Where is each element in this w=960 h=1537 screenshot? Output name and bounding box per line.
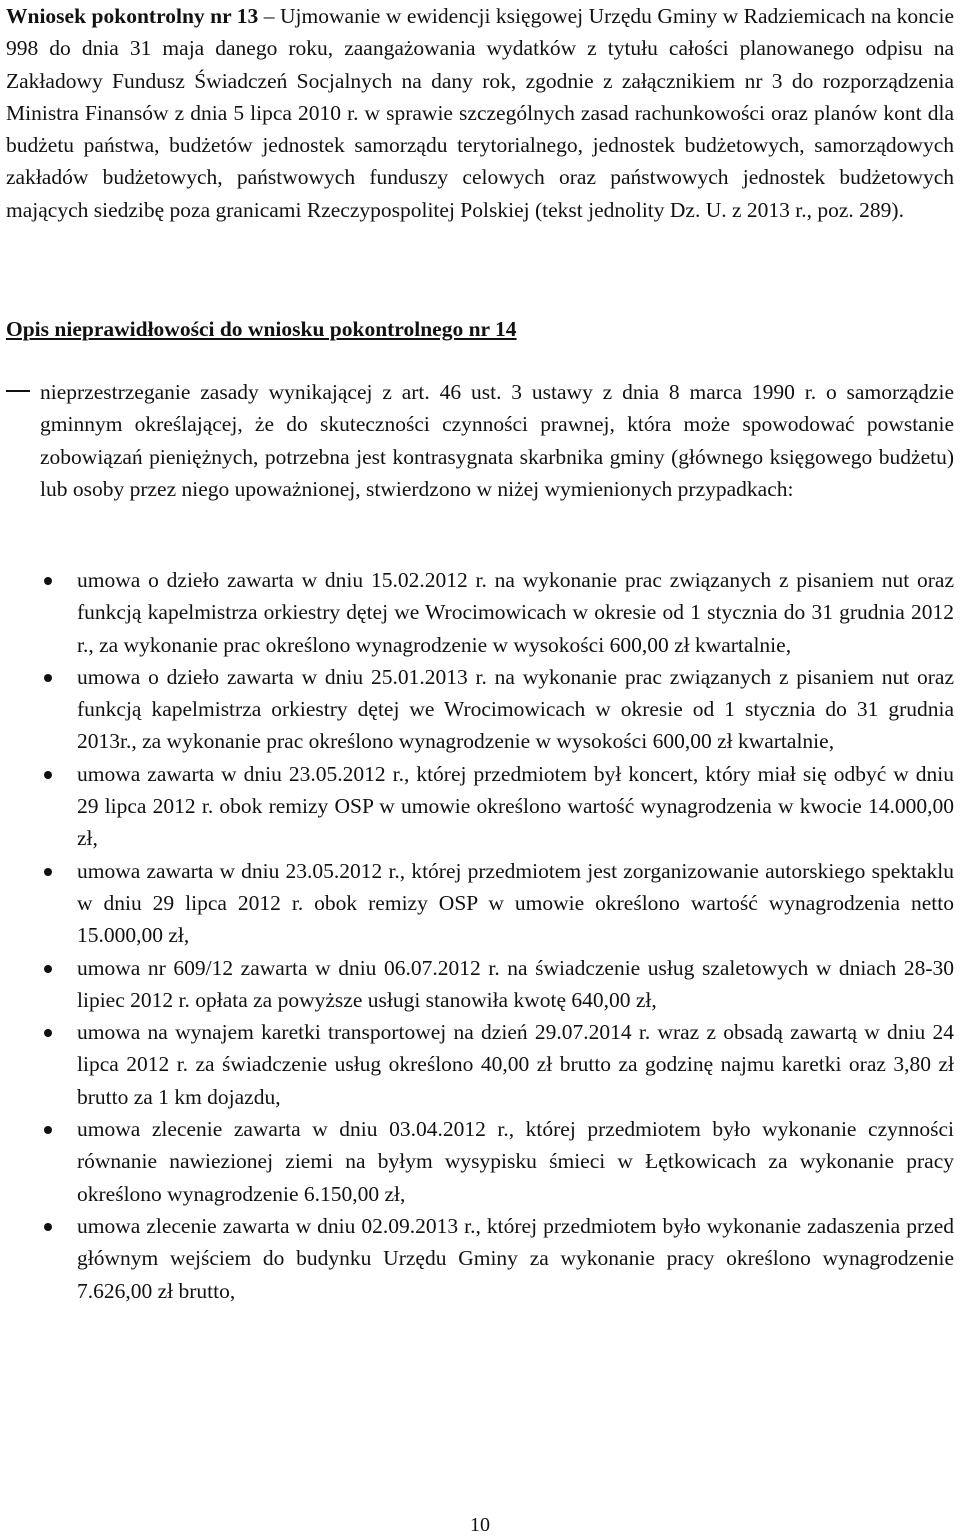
bullet-icon: [44, 1126, 52, 1134]
list-item: [0, 952, 960, 1017]
dash-icon: [6, 390, 30, 392]
bullet-icon: [44, 674, 52, 682]
list-item-text: umowa zlecenie zawarta w dniu 02.09.2013 r., której przedmiotem było wykonanie zadaszenia przed głównym wejściem do budynku Urzędu Gminy za wykonanie pracy określono wynagrodzenie 7.626,00 zł brutto,: [77, 1213, 954, 1303]
bullet-icon: [44, 577, 52, 585]
list-item-text: umowa zawarta w dniu 23.05.2012 r., której przedmiotem jest zorganizowanie autorskiego spektaklu w dniu 29 lipca 2012 r. obok remizy OSP w umowie określono wartość wynagrodzenia netto 15.000,00 zł,: [77, 858, 954, 948]
bullet-icon: [44, 1223, 52, 1231]
list-item-text: umowa o dzieło zawarta w dniu 15.02.2012 r. na wykonanie prac związanych z pisaniem nut oraz funkcją kapelmistrza orkiestry dętej we Wrocimowicach w okresie od 1 stycznia do 31 grudnia 2012 r., za wykonanie prac określono wynagrodzenie w wysokości 600,00 zł kwartalnie,: [77, 568, 954, 657]
list-item-text: umowa nr 609/12 zawarta w dniu 06.07.2012 r. na świadczenie usług szaletowych w dniach 28-30 lipiec 2012 r. opłata za powyższe usługi stanowiła kwotę 640,00 zł,: [77, 955, 954, 1012]
section-heading: Opis nieprawidłowości do wniosku pokontrolnego nr 14: [6, 317, 517, 341]
intro-paragraph: [6, 0, 954, 226]
list-item-text: umowa zlecenie zawarta w dniu 03.04.2012 r., której przedmiotem było wykonanie czynności równanie nawiezionej ziemi na byłym wysypisku śmieci w Łętkowicach za wykonanie pracy określono wynagrodzenie 6.150,00 zł,: [77, 1117, 954, 1206]
page-number: 10: [470, 1514, 490, 1536]
bullet-icon: [44, 771, 52, 779]
list-item: [0, 661, 960, 758]
recommendation-text: – Ujmowanie w ewidencji księgowej Urzędu Gminy w Radziemicach na koncie 998 do dnia 31 maja danego roku, zaangażowania wydatków z tytułu całości planowanego odpisu na Zakładowy Fundusz Świadczeń Socjalnych na dany rok, zgodnie z załącznikiem nr 3 do rozporządzenia Ministra Finansów z dnia 5 lipca 2010 r. w sprawie szczególnych zasad rachunkowości oraz planów kont dla budżetu państwa, budżetów jednostek samorządu terytorialnego, jednostek budżetowych, samorządowych zakładów budżetowych, państwowych funduszy celowych oraz państwowych jednostek budżetowych mających siedzibę poza granicami Rzeczypospolitej Polskiej (tekst jednolity Dz. U. z 2013 r., poz. 289).: [6, 4, 954, 222]
finding-text: nieprzestrzeganie zasady wynikającej z art. 46 ust. 3 ustawy z dnia 8 marca 1990 r. o samorządzie gminnym określającej, że do skuteczności czynności prawnej, która może spowodować powstanie zobowiązań pieniężnych, potrzebna jest kontrasygnata skarbnika gminy (głównego księgowego budżetu) lub osoby przez niego upoważnionej, stwierdzono w niżej wymienionych przypadkach:: [40, 380, 954, 501]
list-item: [0, 564, 960, 661]
bullet-icon: [44, 1029, 52, 1037]
bullet-icon: [44, 868, 52, 876]
list-item-text: umowa zawarta w dniu 23.05.2012 r., której przedmiotem był koncert, który miał się odbyć w dniu 29 lipca 2012 r. obok remizy OSP w umowie określono wartość wynagrodzenia w kwocie 14.000,00 zł,: [77, 761, 954, 851]
bullet-icon: [44, 965, 52, 973]
list-item: [0, 1016, 960, 1113]
list-item: [0, 758, 960, 855]
list-item: [0, 1113, 960, 1210]
list-item-text: umowa o dzieło zawarta w dniu 25.01.2013 r. na wykonanie prac związanych z pisaniem nut oraz funkcją kapelmistrza orkiestry dętej we Wrocimowicach w okresie od 1 stycznia do 31 grudnia 2013r., za wykonanie prac określono wynagrodzenie w wysokości 600,00 zł kwartalnie,: [77, 664, 954, 754]
recommendation-title: Wniosek pokontrolny nr 13: [6, 4, 259, 28]
contract-list: [0, 564, 960, 1307]
list-item: [0, 1210, 960, 1307]
list-item-text: umowa na wynajem karetki transportowej na dzień 29.07.2014 r. wraz z obsadą zawartą w dniu 24 lipca 2012 r. za świadczenie usług określono 40,00 zł brutto za godzinę najmu karetki oraz 3,80 zł brutto za 1 km dojazdu,: [77, 1020, 954, 1109]
list-item: [0, 855, 960, 952]
